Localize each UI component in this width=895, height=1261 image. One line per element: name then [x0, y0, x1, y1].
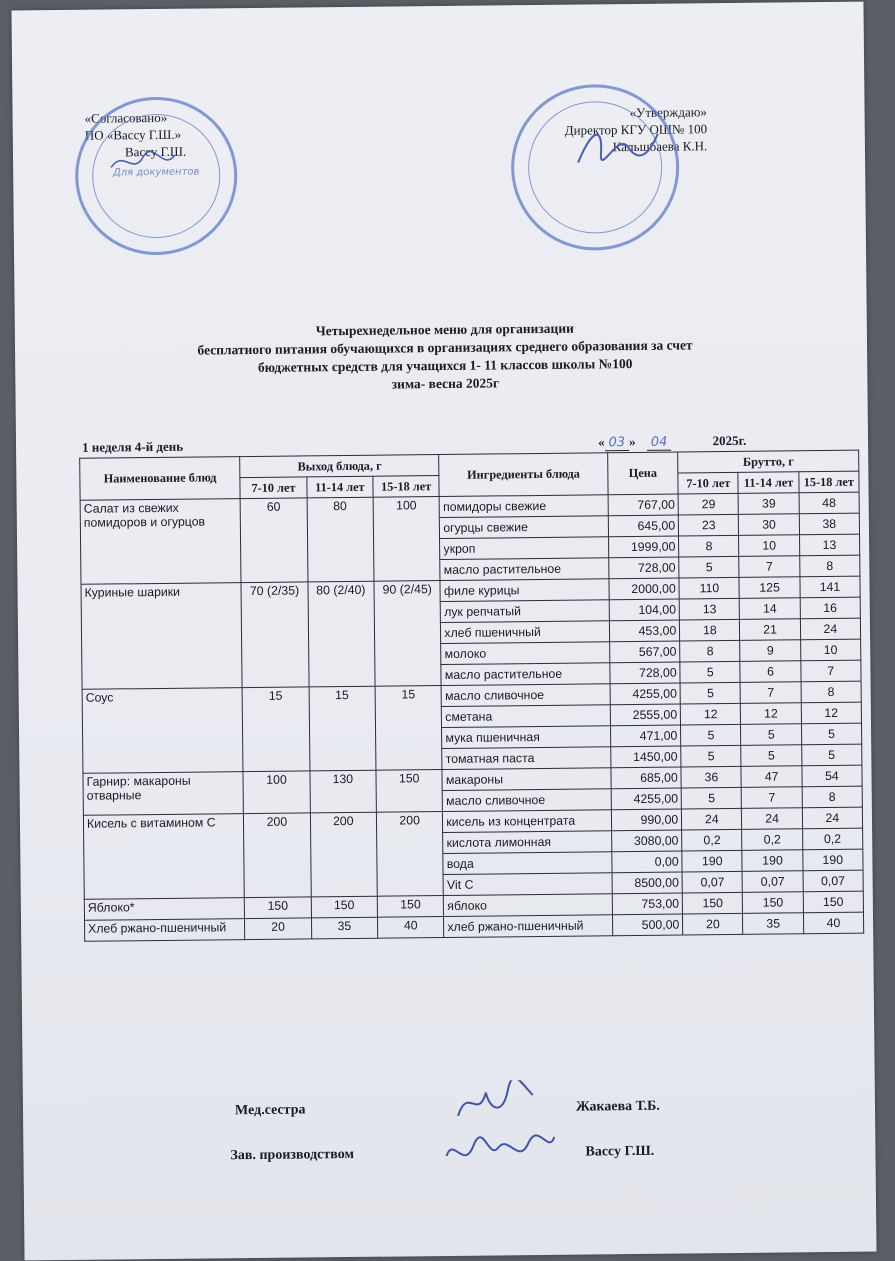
ingredient-gross: 14: [740, 598, 800, 620]
ingredient-name: огурцы свежие: [440, 516, 609, 539]
ingredient-gross: 21: [740, 619, 800, 641]
ingredient-price: 645,00: [608, 515, 679, 537]
ingredient-name: томатная паста: [442, 747, 611, 770]
menu-table-body: [80, 492, 864, 941]
ingredient-gross: 54: [802, 765, 862, 787]
ingredient-gross: 12: [681, 703, 741, 725]
ingredient-name: укроп: [440, 537, 609, 560]
agreed-signature-line: Вассу Г.Ш.: [124, 143, 187, 160]
ingredient-price: 0,00: [612, 851, 683, 873]
ingredient-price: 990,00: [611, 809, 682, 831]
menu-table: [79, 450, 864, 942]
ingredient-gross: 5: [801, 723, 861, 745]
document-title: [125, 318, 766, 397]
menu-date: [598, 433, 746, 452]
ingredient-gross: 16: [800, 597, 860, 619]
ingredient-gross: 24: [802, 807, 862, 829]
ingredient-gross: 13: [679, 598, 739, 620]
dish-name: Гарнир: макароны отварные: [83, 772, 244, 816]
ingredient-gross: 12: [801, 702, 861, 724]
ingredient-price: 1999,00: [608, 536, 679, 558]
ingredient-price: 685,00: [611, 767, 682, 789]
dish-yield: 200: [376, 812, 443, 897]
dish-yield: 20: [245, 918, 312, 940]
ingredient-gross: 6: [740, 661, 800, 683]
production-head-title: Зав. производством: [230, 1146, 355, 1164]
ingredient-price: 104,00: [609, 599, 680, 621]
nurse-name: Жакаева Т.Б.: [575, 1098, 660, 1115]
dish-yield: 200: [310, 812, 377, 897]
ingredient-gross: 10: [800, 639, 860, 661]
approved-name: Кальшбаева К.Н.: [612, 138, 708, 155]
date-close-quote: »: [628, 433, 636, 450]
ingredient-price: 3080,00: [611, 830, 682, 852]
ingredient-gross: 190: [742, 850, 802, 872]
title-line-4: зима- весна 2025г: [391, 375, 500, 392]
ingredient-name: помидоры свежие: [439, 495, 608, 518]
dish-name: Салат из свежих помидоров и огурцов: [80, 499, 241, 585]
dish-yield: 35: [311, 917, 378, 939]
dish-yield: 70 (2/35): [241, 582, 308, 688]
title-line-2: бесплатного питания обучающихся в организациях среднего образования за счет: [197, 337, 693, 358]
dish-name: Кисель с витамином С: [83, 814, 244, 900]
ingredient-gross: 18: [680, 619, 740, 641]
ingredient-gross: 150: [743, 892, 803, 914]
col-price-header: Цена: [607, 452, 678, 495]
dish-yield: 200: [244, 813, 311, 898]
ingredient-gross: 12: [741, 703, 801, 725]
ingredient-gross: 7: [801, 660, 861, 682]
age-header: 15-18 лет: [373, 476, 440, 498]
document-page: [11, 2, 876, 1261]
age-header: 7-10 лет: [240, 477, 307, 499]
ingredient-gross: 24: [800, 618, 860, 640]
ingredient-price: 728,00: [609, 557, 680, 579]
ingredient-gross: 0,2: [682, 829, 742, 851]
ingredient-gross: 190: [803, 849, 863, 871]
ingredient-gross: 5: [681, 724, 741, 746]
ingredient-gross: 47: [741, 766, 801, 788]
ingredient-gross: 125: [739, 577, 799, 599]
dish-yield: 15: [375, 686, 442, 771]
dish-name: Яблоко*: [84, 898, 244, 921]
ingredient-gross: 7: [742, 787, 802, 809]
dish-yield: 15: [242, 687, 309, 772]
dish-name: Куриные шарики: [81, 583, 242, 690]
ingredient-gross: 150: [803, 891, 863, 913]
ingredient-name: хлеб пшеничный: [441, 621, 610, 644]
ingredient-price: 8500,00: [612, 872, 683, 894]
ingredient-gross: 5: [679, 556, 739, 578]
age-header: 15-18 лет: [799, 471, 859, 493]
ingredient-price: 4255,00: [611, 788, 682, 810]
ingredient-gross: 5: [680, 661, 740, 683]
director-signature: [573, 122, 664, 173]
nurse-signature: [448, 1080, 538, 1126]
ingredient-name: филе курицы: [440, 579, 609, 602]
ingredient-price: 1450,00: [611, 746, 682, 768]
date-open-quote: «: [597, 434, 605, 450]
nurse-title: Мед.сестра: [234, 1102, 306, 1119]
ingredient-gross: 5: [741, 745, 801, 767]
dish-yield: 150: [245, 897, 312, 919]
ingredient-price: 4255,00: [610, 683, 681, 705]
ingredient-name: масло растительное: [441, 663, 610, 686]
ingredient-gross: 36: [681, 766, 741, 788]
ingredient-name: лук репчатый: [441, 600, 610, 623]
stamp-left-text: Для документов: [112, 166, 200, 179]
ingredient-gross: 35: [743, 913, 803, 935]
ingredient-price: 753,00: [612, 893, 683, 915]
ingredient-price: 2555,00: [610, 704, 681, 726]
col-ingredients-header: Ингредиенты блюда: [439, 453, 608, 497]
ingredient-gross: 30: [739, 514, 799, 536]
ingredient-gross: 141: [800, 576, 860, 598]
approved-label: «Утверждаю»: [629, 104, 707, 121]
ingredient-gross: 40: [803, 912, 863, 934]
col-dish-header: Наименование блюд: [80, 457, 241, 501]
date-day: 03: [604, 435, 629, 451]
ingredient-name: сметана: [442, 705, 611, 728]
dish-yield: 150: [377, 896, 444, 918]
ingredient-gross: 5: [741, 724, 801, 746]
title-line-3: бюджетных средств для учащихся 1- 11 классов школы №100: [257, 356, 633, 375]
production-head-name: Вассу Г.Ш.: [585, 1143, 655, 1160]
ingredient-name: мука пшеничная: [442, 726, 611, 749]
age-header: 7-10 лет: [678, 472, 738, 494]
agreed-role: ПО «Вассу Г.Ш.»: [84, 126, 182, 143]
ingredient-gross: 0,07: [743, 871, 803, 893]
ingredient-price: 453,00: [609, 620, 680, 642]
ingredient-gross: 0,2: [742, 829, 802, 851]
ingredient-gross: 24: [742, 808, 802, 830]
date-year: 2025г.: [712, 432, 747, 449]
dish-yield: 150: [311, 896, 378, 918]
dish-yield: 130: [310, 770, 377, 813]
dish-yield: 40: [377, 917, 444, 939]
ingredient-name: масло сливочное: [443, 789, 612, 812]
ingredient-gross: 8: [679, 535, 739, 557]
production-head-signature: [438, 1125, 559, 1176]
ingredient-gross: 24: [682, 808, 742, 830]
ingredient-name: масло растительное: [440, 558, 609, 581]
ingredient-gross: 13: [799, 534, 859, 556]
ingredient-price: 471,00: [610, 725, 681, 747]
col-gross-header: Брутто, г: [678, 450, 859, 473]
ingredient-gross: 20: [683, 913, 743, 935]
ingredient-name: молоко: [441, 642, 610, 665]
date-month: 04: [647, 435, 672, 451]
ingredient-name: кислота лимонная: [443, 831, 612, 854]
dish-yield: 100: [373, 497, 440, 582]
ingredient-gross: 10: [739, 535, 799, 557]
ingredient-price: 728,00: [610, 662, 681, 684]
ingredient-name: масло сливочное: [441, 684, 610, 707]
ingredient-gross: 48: [799, 492, 859, 514]
dish-yield: 80 (2/40): [308, 581, 375, 687]
ingredient-gross: 39: [739, 493, 799, 515]
ingredient-price: 567,00: [609, 641, 680, 663]
dish-yield: 60: [240, 498, 307, 583]
dish-name: Соус: [82, 688, 243, 774]
dish-yield: 100: [243, 771, 310, 814]
col-yield-header: Выход блюда, г: [240, 455, 439, 478]
ingredient-gross: 8: [799, 555, 859, 577]
ingredient-gross: 23: [679, 514, 739, 536]
agreed-label: «Согласовано»: [84, 109, 168, 126]
ingredient-gross: 8: [680, 640, 740, 662]
dish-yield: 15: [309, 686, 376, 771]
ingredient-gross: 5: [681, 745, 741, 767]
ingredient-name: кисель из концентрата: [443, 810, 612, 833]
ingredient-gross: 0,2: [802, 828, 862, 850]
ingredient-gross: 5: [801, 744, 861, 766]
title-line-1: Четырехнедельное меню для организации: [315, 320, 574, 339]
ingredient-gross: 7: [739, 556, 799, 578]
ingredient-gross: 5: [680, 682, 740, 704]
ingredient-gross: 8: [801, 681, 861, 703]
ingredient-name: Vit C: [443, 873, 612, 896]
ingredient-gross: 150: [683, 892, 743, 914]
ingredient-gross: 190: [682, 850, 742, 872]
ingredient-gross: 29: [678, 493, 738, 515]
ingredient-gross: 0,07: [682, 871, 742, 893]
ingredient-name: вода: [443, 852, 612, 875]
ingredient-gross: 38: [799, 513, 859, 535]
agreed-signature: [108, 147, 178, 178]
ingredient-name: яблоко: [444, 894, 613, 917]
dish-yield: 90 (2/45): [374, 581, 441, 687]
ingredient-gross: 8: [802, 786, 862, 808]
dish-yield: 80: [307, 497, 374, 582]
ingredient-price: 767,00: [608, 494, 679, 516]
ingredient-gross: 0,07: [803, 870, 863, 892]
ingredient-price: 2000,00: [609, 578, 680, 600]
ingredient-gross: 110: [679, 577, 739, 599]
dish-yield: 150: [376, 770, 443, 813]
ingredient-gross: 7: [741, 682, 801, 704]
age-header: 11-14 лет: [738, 472, 798, 494]
ingredient-name: хлеб ржано-пшеничный: [444, 915, 613, 938]
ingredient-gross: 5: [681, 787, 741, 809]
ingredient-name: макароны: [442, 768, 611, 791]
ingredient-price: 500,00: [612, 914, 683, 936]
dish-name: Хлеб ржано-пшеничный: [85, 919, 245, 942]
ingredient-gross: 9: [740, 640, 800, 662]
approved-role: Директор КГУ ОШ№ 100: [564, 121, 708, 138]
week-day-label: 1 неделя 4-й день: [81, 438, 184, 455]
age-header: 11-14 лет: [307, 476, 374, 498]
